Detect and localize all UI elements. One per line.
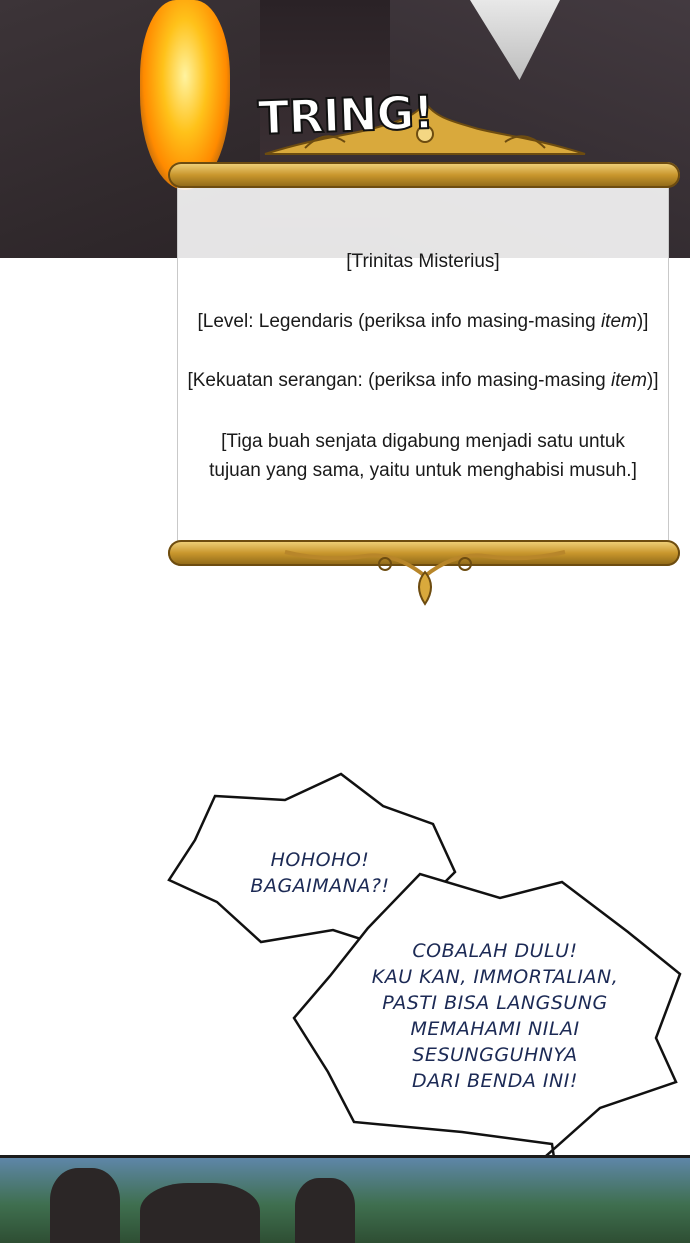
gold-ornament-bottom	[245, 548, 605, 608]
speech-bubble-1-line1: HOHOHO!	[270, 849, 370, 871]
gold-frame-top-bar	[168, 162, 680, 188]
item-info-box	[177, 186, 669, 542]
item-attack-prefix: [Kekuatan serangan: (periksa info masing-masing	[187, 370, 611, 391]
item-attack	[178, 366, 668, 395]
item-attack-suffix: )]	[646, 370, 659, 391]
speech-bubble-2-line5: SESUNGGUHNYA	[412, 1044, 578, 1066]
item-name: [Trinitas Misterius]	[346, 251, 500, 272]
item-level-prefix: [Level: Legendaris (periksa info masing-masing	[197, 311, 601, 332]
speech-bubble-2-line3: PASTI BISA LANGSUNG	[382, 992, 608, 1014]
item-level-suffix: )]	[636, 311, 649, 332]
item-level-italic: item	[600, 311, 637, 332]
item-attack-italic: item	[611, 370, 647, 391]
speech-bubble-2-line2: KAU KAN, IMMORTALIAN,	[371, 966, 619, 988]
speech-bubble-2-text	[340, 938, 650, 1094]
bottom-comic-panel	[0, 1155, 690, 1243]
speech-bubble-2-line1: COBALAH DULU!	[412, 940, 578, 962]
item-description-line1: [Tiga buah senjata digabung menjadi satu untuk	[221, 431, 625, 452]
speech-bubble-1-line2: BAGAIMANA?!	[250, 875, 390, 897]
item-description-line2: tujuan yang sama, yaitu untuk menghabisi musuh.]	[209, 460, 637, 481]
character-arm-right	[295, 1178, 355, 1243]
character-head	[140, 1183, 260, 1243]
item-level	[178, 307, 668, 336]
character-arm-left	[50, 1168, 120, 1243]
speech-bubble-2-line4: MEMAHAMI NILAI	[410, 1018, 580, 1040]
speech-bubble-2-line6: DARI BENDA INI!	[412, 1070, 578, 1092]
sound-effect-text: TRING!	[257, 84, 435, 146]
